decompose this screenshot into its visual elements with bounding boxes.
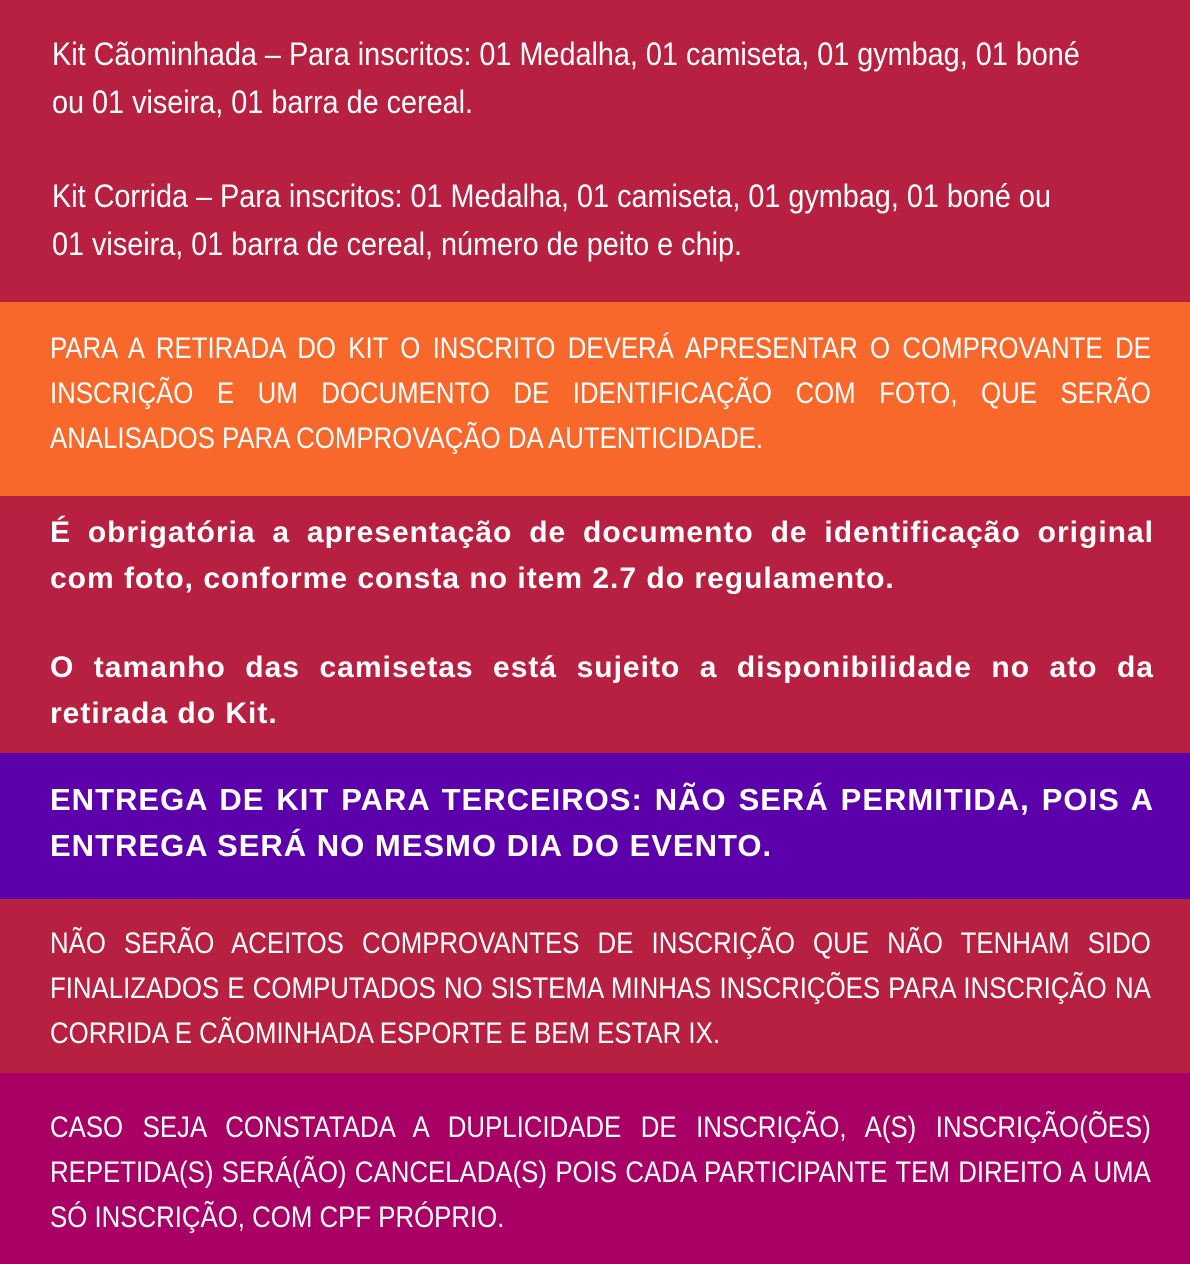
comprovantes-section — [0, 899, 1190, 1073]
retirada-section — [0, 302, 1190, 496]
terceiros-notice: ENTREGA DE KIT PARA TERCEIROS: NÃO SERÁ PERMITIDA, POIS A ENTREGA SERÁ NO MESMO DIA DO EVENTO. — [50, 782, 1154, 863]
kit-corrida-text: Kit Corrida – Para inscritos: 01 Medalha, 01 camiseta, 01 gymbag, 01 boné ou 01 viseira, 01 barra de cereal, número de peito e chip. — [52, 178, 1051, 262]
duplicidade-section — [0, 1073, 1190, 1264]
kits-section — [0, 0, 1190, 302]
documento-notice: É obrigatória a apresentação de documento de identificação original com foto, conforme consta no item 2.7 do regulamento. — [50, 516, 1154, 595]
duplicidade-text: CASO SEJA CONSTATADA A DUPLICIDADE DE INSCRIÇÃO, A(S) INSCRIÇÃO(ÕES) REPETIDA(S) SERÁ(ÃO) CANCELADA(S) POIS CADA PARTICIPANTE TEM DIREITO A UMA SÓ INSCRIÇÃO, COM CPF PRÓPRIO. — [50, 1111, 1151, 1234]
retirada-text: PARA A RETIRADA DO KIT O INSCRITO DEVERÁ APRESENTAR O COMPROVANTE DE INSCRIÇÃO E UM DOCUMENTO DE IDENTIFICAÇÃO COM FOTO, QUE SERÃO ANALISADOS PARA COMPROVAÇÃO DA AUTENTICIDADE. — [50, 332, 1151, 455]
avisos-section — [0, 496, 1190, 753]
terceiros-section — [0, 753, 1190, 899]
tamanho-notice: O tamanho das camisetas está sujeito a disponibilidade no ato da retirada do Kit. — [50, 651, 1154, 730]
comprovantes-text: NÃO SERÃO ACEITOS COMPROVANTES DE INSCRIÇÃO QUE NÃO TENHAM SIDO FINALIZADOS E COMPUTADOS NO SISTEMA MINHAS INSCRIÇÕES PARA INSCRIÇÃO NA CORRIDA E CÃOMINHADA ESPORTE E BEM ESTAR IX. — [50, 927, 1151, 1050]
kit-caominhada-text: Kit Cãominhada – Para inscritos: 01 Medalha, 01 camiseta, 01 gymbag, 01 boné ou 01 viseira, 01 barra de cereal. — [52, 36, 1080, 120]
